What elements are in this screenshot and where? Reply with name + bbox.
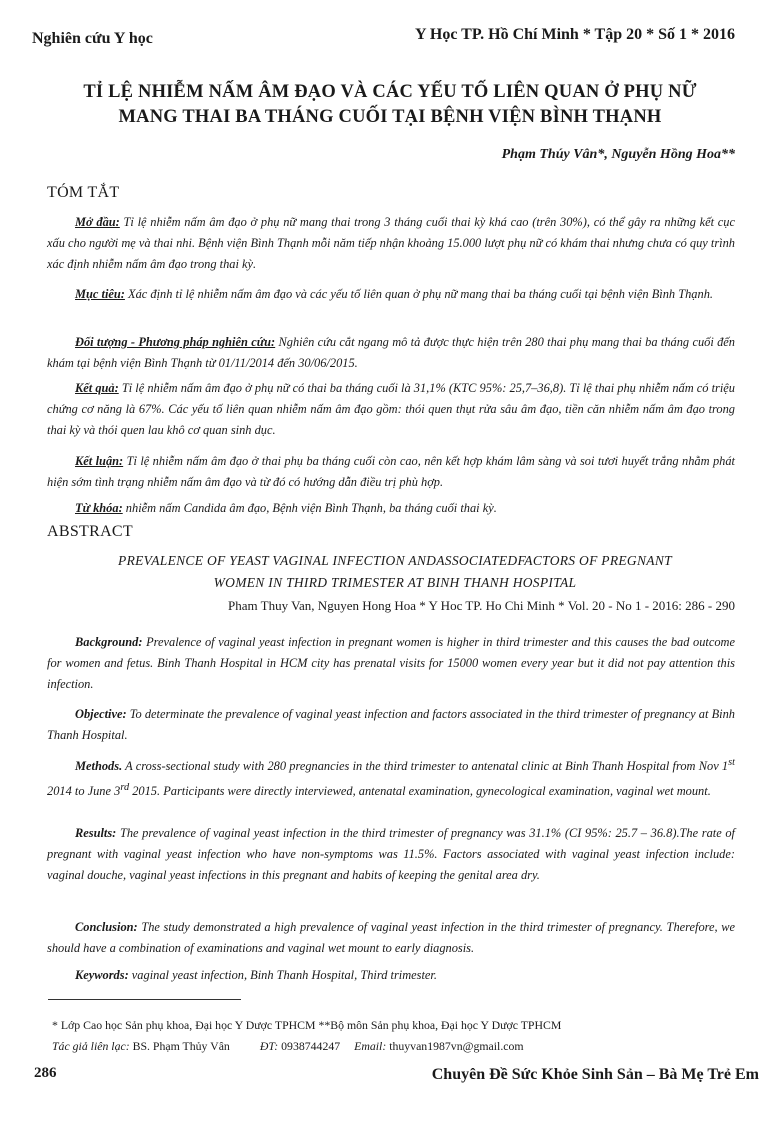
en-results [47, 823, 735, 886]
en-methods-text-3: 2015. Participants were directly interviewed, antenatal examination, gynecological examination, vaginal wet mount. [129, 784, 711, 799]
en-article-title [50, 550, 740, 594]
vi-conclusion [47, 451, 735, 493]
vi-keywords-label: Từ khóa: [75, 501, 123, 515]
vi-background-text: Tỉ lệ nhiễm nấm âm đạo ở phụ nữ mang thai trong 3 tháng cuối thai kỳ khá cao (trên 30%), có thể gây ra những kết cục xấu cho người mẹ và thai nhi. Bệnh viện Bình Thạnh mỗi năm tiếp nhận khoảng 15.000 lượt phụ nữ có khám thai nhưng chưa có quy trình xác định nhiễm nấm âm đạo trong thai kỳ. [47, 215, 735, 271]
en-conclusion [47, 917, 735, 959]
en-title-line-1: PREVALENCE OF YEAST VAGINAL INFECTION ANDASSOCIATEDFACTORS OF PREGNANT [118, 553, 672, 568]
en-conclusion-text: The study demonstrated a high prevalence of vaginal yeast infection in the third trimester of pregnancy. Therefore, we should have a combination of examinations and vaginal wet mount to early diagnosis. [47, 920, 735, 955]
running-header-left: Nghiên cứu Y học [32, 30, 153, 47]
vi-methods-label: Đối tượng - Phương pháp nghiên cứu: [75, 335, 276, 349]
title-line-1: TỈ LỆ NHIỄM NẤM ÂM ĐẠO VÀ CÁC YẾU TỐ LIÊN QUAN Ở PHỤ NỮ [83, 82, 697, 102]
vi-results-text: Tỉ lệ nhiễm nấm âm đạo ở phụ nữ có thai ba tháng cuối là 31,1% (KTC 95%: 25,7–36,8). Tỉ lệ thai phụ nhiễm nấm có triệu chứng cơ năng là 67%. Các yếu tố liên quan nhiễm nấm âm đạo gồm: thói quen thụt rửa sâu âm đạo, tiền căn nhiễm nấm âm đạo trong thai kỳ và thói quen lau khô cơ quan sinh dục. [47, 381, 736, 437]
vi-results-label: Kết quả: [75, 381, 119, 395]
en-methods-text-2: 2014 to June 3 [47, 784, 121, 799]
vi-background [47, 212, 735, 275]
page-number: 286 [34, 1065, 57, 1081]
en-title-line-2: WOMEN IN THIRD TRIMESTER AT BINH THANH HOSPITAL [213, 575, 577, 590]
contact-label: Tác giả liên lạc: [52, 1039, 130, 1053]
en-objective-text: To determinate the prevalence of vaginal yeast infection and factors associated in the third trimester of pregnancy at Binh Thanh Hospital. [47, 707, 735, 742]
email-label: Email: [354, 1039, 387, 1053]
vi-conclusion-label: Kết luận: [75, 454, 124, 468]
vi-methods [47, 332, 735, 374]
phone-number: 0938744247 [278, 1039, 341, 1053]
en-keywords [47, 965, 735, 986]
title-line-2: MANG THAI BA THÁNG CUỐI TẠI BỆNH VIỆN BÌNH THẠNH [118, 107, 662, 127]
en-results-text: The prevalence of vaginal yeast infection in the third trimester of pregnancy was 31.1% (CI 95%: 25.7 – 36.8).The rate of pregnant with vaginal yeast infection who have non-symptoms was 11.5%. Factors associated with vaginal yeast infection include: vaginal douche, vaginal yeast infections in this pregnant and habits of keeping the genital area dry. [47, 826, 735, 882]
article-title [40, 80, 740, 130]
en-methods-sup-2: rd [120, 782, 130, 794]
en-conclusion-label: Conclusion: [75, 920, 138, 934]
running-header-right: Y Học TP. Hồ Chí Minh * Tập 20 * Số 1 * 2016 [414, 26, 735, 43]
en-methods-sup-1: st [728, 757, 735, 768]
authors: Phạm Thúy Vân*, Nguyễn Hồng Hoa** [501, 147, 735, 162]
en-abstract-heading: ABSTRACT [47, 523, 133, 540]
vi-conclusion-text: Tỉ lệ nhiễm nấm âm đạo ở thai phụ ba tháng cuối còn cao, nên kết hợp khám lâm sàng và soi tươi huyết trắng nhằm phát hiện sớm tình trạng nhiễm nấm âm đạo và từ đó có hướng dẫn điều trị phù hợp. [47, 454, 735, 489]
vi-results [47, 378, 735, 441]
email-address: thuyvan1987vn@gmail.com [386, 1039, 524, 1053]
en-background [47, 632, 735, 695]
en-citation: Pham Thuy Van, Nguyen Hong Hoa * Y Hoc TP. Ho Chi Minh * Vol. 20 - No 1 - 2016: 286 - 290 [228, 598, 735, 613]
vi-objective [47, 284, 735, 305]
en-background-label: Background: [75, 635, 143, 649]
footnote-contact [52, 1039, 524, 1054]
en-keywords-text: vaginal yeast infection, Binh Thanh Hospital, Third trimester. [128, 968, 437, 982]
en-methods-text-1: A cross-sectional study with 280 pregnancies in the third trimester to antenatal clinic at Binh Thanh Hospital from Nov 1 [122, 759, 729, 774]
vi-background-label: Mở đầu: [75, 215, 120, 229]
en-keywords-label: Keywords: [75, 968, 129, 982]
vi-abstract-heading: TÓM TẮT [47, 184, 120, 201]
vi-objective-label: Mục tiêu: [75, 287, 125, 301]
en-background-text: Prevalence of vaginal yeast infection in pregnant women is higher in third trimester and this causes the bad outcome for women and fetus. Binh Thanh Hospital in HCM city has prenatal visits for 15000 women every year but it did not pay attention this infection. [47, 635, 735, 691]
en-objective [47, 704, 735, 746]
vi-keywords [47, 498, 735, 519]
en-objective-label: Objective: [75, 707, 127, 721]
vi-methods-text: Nghiên cứu cắt ngang mô tả được thực hiện trên 280 thai phụ mang thai ba tháng cuối đến khám tại bệnh viện Bình Thạnh từ 01/11/2014 đến 30/06/2015. [47, 335, 736, 370]
running-footer: Chuyên Đề Sức Khỏe Sinh Sản – Bà Mẹ Trẻ Em [431, 1066, 759, 1083]
en-methods [47, 752, 735, 802]
en-results-label: Results: [75, 826, 117, 840]
footnote-affiliations: * Lớp Cao học Sản phụ khoa, Đại học Y Dược TPHCM **Bộ môn Sản phụ khoa, Đại học Y Dược TPHCM [52, 1018, 562, 1032]
vi-objective-text: Xác định tỉ lệ nhiễm nấm âm đạo và các yếu tố liên quan ở phụ nữ mang thai ba tháng cuối tại bệnh viện Bình Thạnh. [124, 287, 713, 301]
contact-name: BS. Phạm Thủy Vân [129, 1039, 230, 1053]
footnote-divider [48, 999, 241, 1000]
en-methods-label: Methods. [75, 759, 123, 774]
vi-keywords-text: nhiễm nấm Candida âm đạo, Bệnh viện Bình Thạnh, ba tháng cuối thai kỳ. [122, 501, 497, 515]
phone-label: ĐT: [259, 1039, 279, 1053]
